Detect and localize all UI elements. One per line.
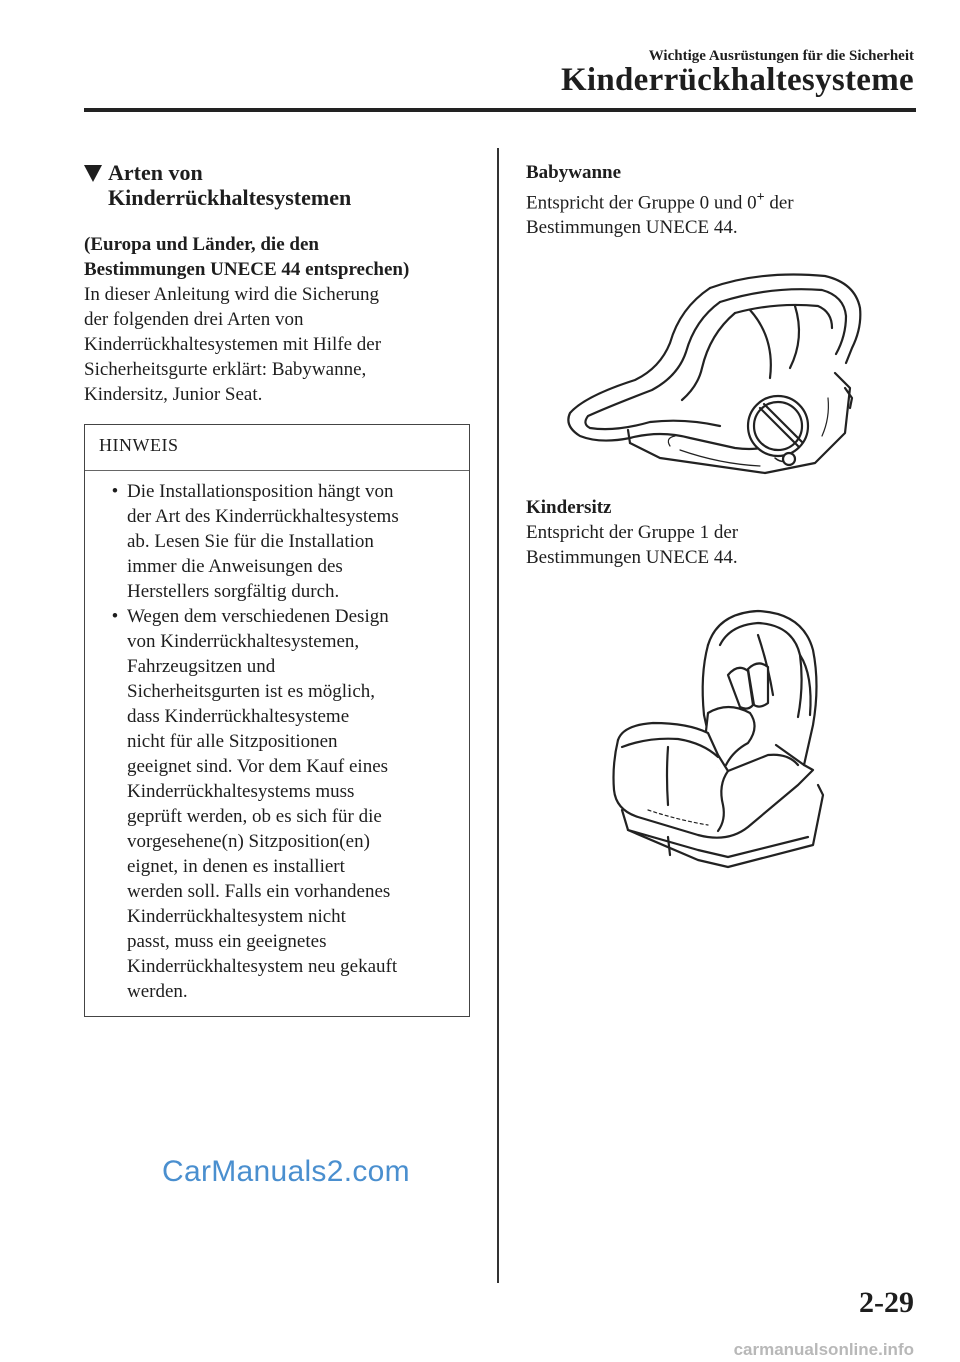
note-body bbox=[85, 471, 469, 1016]
kindersitz-title: Kindersitz bbox=[526, 497, 612, 518]
note-line: eignet, in denen es installiert bbox=[127, 856, 345, 877]
intro-line: Kinderrückhaltesystemen mit Hilfe der bbox=[84, 334, 382, 355]
babywanne-line2: Bestimmungen UNECE 44. bbox=[526, 217, 738, 239]
kindersitz-desc bbox=[526, 520, 926, 570]
note-line: Die Installationsposition hängt von bbox=[127, 481, 394, 502]
note-line: geeignet sind. Vor dem Kauf eines bbox=[127, 756, 389, 777]
bullet-dot-icon: • bbox=[111, 481, 119, 502]
note-line: Kinderrückhaltesystem nicht bbox=[127, 906, 346, 927]
babywanne-line1-post: der bbox=[764, 192, 794, 214]
kindersitz-line1: Entspricht der Gruppe 1 der bbox=[526, 522, 739, 543]
note-line: ab. Lesen Sie für die Installation bbox=[127, 531, 374, 552]
subheading-line1: (Europa und Länder, die den bbox=[84, 234, 319, 255]
running-header-section: Wichtige Ausrüstungen für die Sicherheit bbox=[648, 48, 914, 64]
intro-line: Sicherheitsgurte erklärt: Babywanne, bbox=[84, 359, 367, 380]
intro-paragraph bbox=[84, 282, 474, 407]
note-line: werden. bbox=[127, 981, 188, 1002]
note-line: Fahrzeugsitzen und bbox=[127, 656, 276, 677]
babywanne-title: Babywanne bbox=[526, 162, 622, 183]
intro-line: der folgenden drei Arten von bbox=[84, 309, 304, 330]
right-column bbox=[526, 160, 926, 240]
babywanne-block bbox=[526, 160, 926, 240]
plus-superscript: + bbox=[756, 190, 765, 205]
child-seat-illustration bbox=[608, 605, 830, 873]
note-bullet bbox=[99, 479, 455, 604]
note-line: Kinderrückhaltesystems muss bbox=[127, 781, 355, 802]
left-column bbox=[84, 160, 474, 1017]
note-line: Sicherheitsgurten ist es möglich, bbox=[127, 681, 376, 702]
section-heading-line1: Arten von bbox=[108, 160, 203, 185]
subheading bbox=[84, 232, 474, 282]
kindersitz-block bbox=[526, 495, 926, 570]
note-line: geprüft werden, ob es sich für die bbox=[127, 806, 382, 827]
note-line: dass Kinderrückhaltesysteme bbox=[127, 706, 350, 727]
note-line: werden soll. Falls ein vorhandenes bbox=[127, 881, 391, 902]
page-title: Kinderrückhaltesysteme bbox=[560, 62, 914, 98]
intro-line: Kindersitz, Junior Seat. bbox=[84, 384, 263, 405]
note-title: HINWEIS bbox=[85, 425, 469, 471]
footer-watermark: carmanualsonline.info bbox=[733, 1340, 914, 1359]
kindersitz-line2: Bestimmungen UNECE 44. bbox=[526, 547, 738, 568]
note-line: nicht für alle Sitzpositionen bbox=[127, 731, 338, 752]
note-line: vorgesehene(n) Sitzposition(en) bbox=[127, 831, 370, 852]
watermark-logo: CarManuals2.com bbox=[162, 1155, 410, 1188]
babywanne-desc bbox=[526, 185, 926, 240]
column-divider bbox=[497, 148, 499, 1283]
note-line: Wegen dem verschiedenen Design bbox=[127, 606, 389, 627]
note-line: immer die Anweisungen des bbox=[127, 556, 343, 577]
note-line: von Kinderrückhaltesystemen, bbox=[127, 631, 360, 652]
note-line: Kinderrückhaltesystem neu gekauft bbox=[127, 956, 398, 977]
note-box bbox=[84, 424, 470, 1017]
page-number: 2-29 bbox=[859, 1286, 914, 1319]
note-line: passt, muss ein geeignetes bbox=[127, 931, 327, 952]
bullet-dot-icon: • bbox=[111, 606, 119, 627]
note-bullet bbox=[99, 604, 455, 1004]
babywanne-line1-pre: Entspricht der Gruppe 0 und 0 bbox=[526, 192, 757, 214]
section-heading-line2: Kinderrückhaltesystemen bbox=[108, 185, 352, 210]
header-rule bbox=[84, 108, 916, 112]
section-heading bbox=[84, 160, 474, 210]
babywanne-line1 bbox=[526, 185, 926, 215]
subheading-line2: Bestimmungen UNECE 44 entsprechen) bbox=[84, 259, 410, 280]
intro-line: In dieser Anleitung wird die Sicherung bbox=[84, 284, 379, 305]
triangle-marker-icon bbox=[84, 165, 102, 182]
note-line: der Art des Kinderrückhaltesystems bbox=[127, 506, 399, 527]
baby-carrier-illustration bbox=[560, 268, 870, 483]
note-line: Herstellers sorgfältig durch. bbox=[127, 581, 340, 602]
